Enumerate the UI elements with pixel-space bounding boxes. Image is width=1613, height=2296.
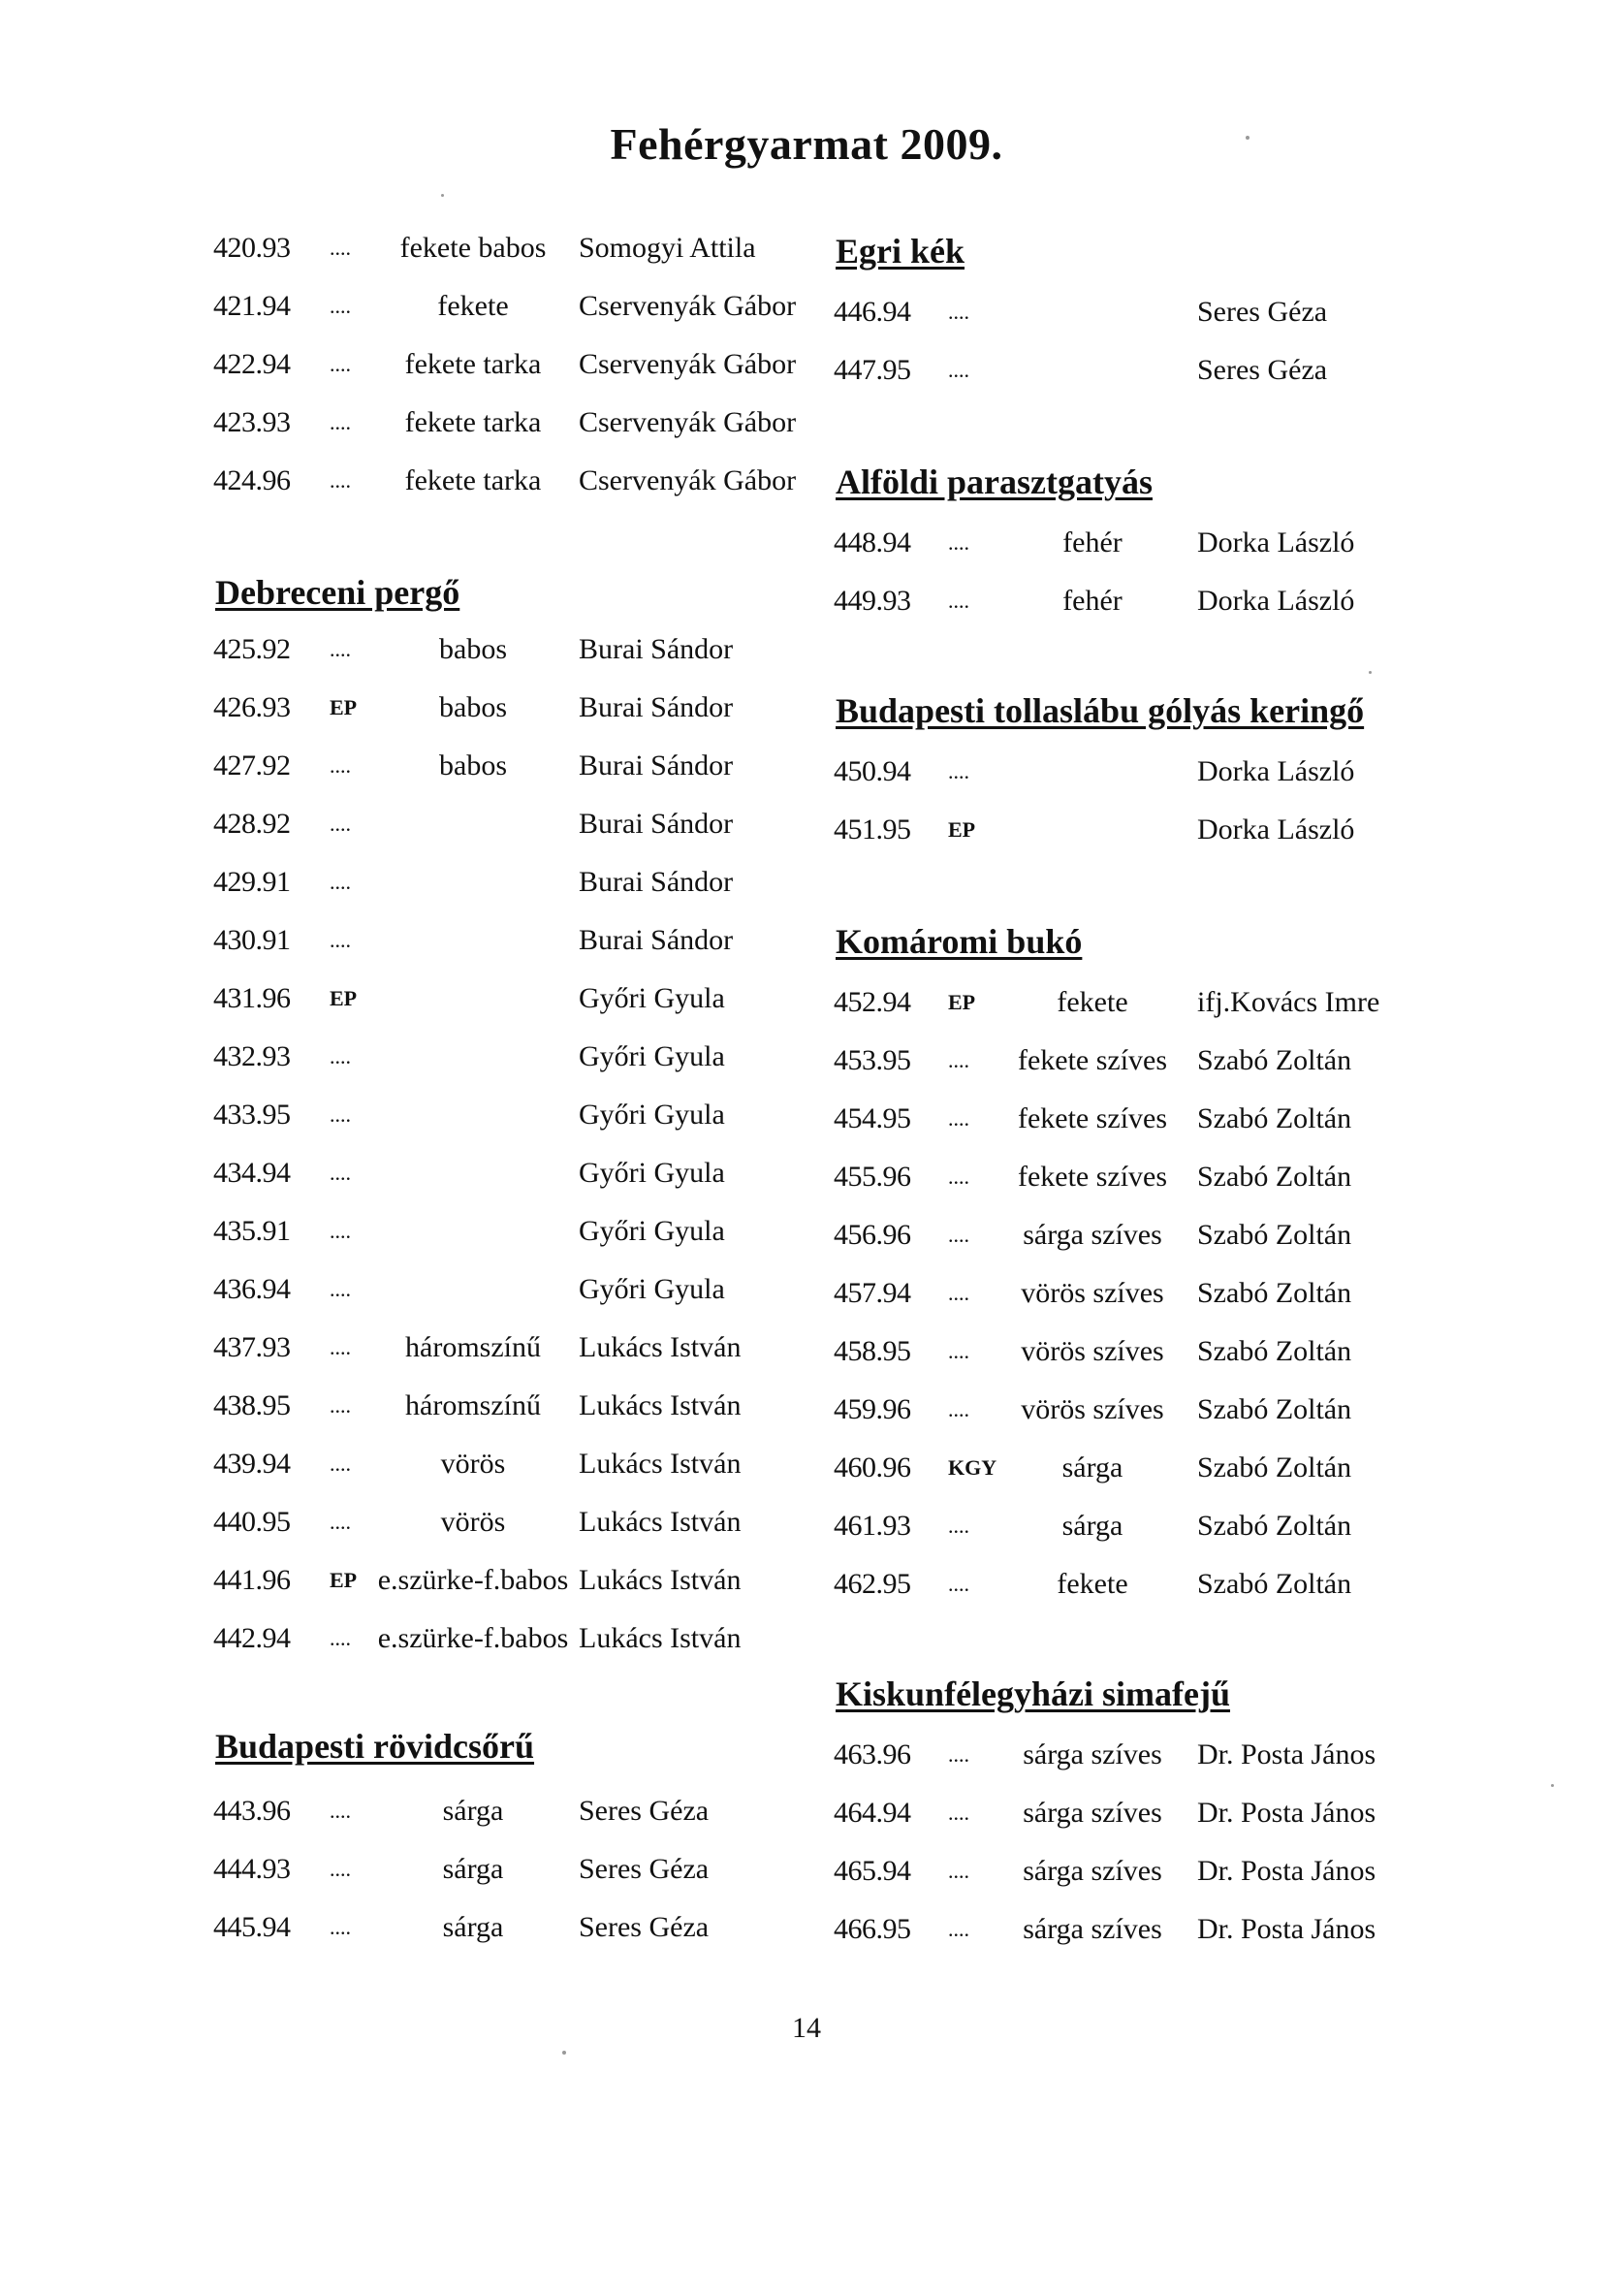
entry-owner: Lukács István <box>579 1564 742 1596</box>
entry-owner: Dorka László <box>1197 813 1355 845</box>
entry-mark: .... <box>948 1859 969 1883</box>
entry-mark: EP <box>948 817 976 842</box>
entry-row <box>0 630 1613 669</box>
page-title: Fehérgyarmat 2009. <box>610 119 1003 169</box>
scan-speck <box>441 194 444 197</box>
entry-owner: Burai Sándor <box>579 866 734 898</box>
entry-owner: Dr. Posta János <box>1197 1913 1376 1945</box>
entry-number: 458.95 <box>834 1335 911 1367</box>
entry-number: 421.94 <box>213 290 291 322</box>
entry-description: sárga szíves <box>1023 1738 1162 1770</box>
entry-mark: .... <box>948 300 969 324</box>
entry-mark: .... <box>330 870 351 894</box>
entry-owner: Szabó Zoltán <box>1197 1277 1352 1309</box>
entry-mark: .... <box>948 358 969 382</box>
entry-owner: Szabó Zoltán <box>1197 1161 1352 1193</box>
entry-owner: ifj.Kovács Imre <box>1197 986 1380 1018</box>
entry-mark: .... <box>948 1048 969 1072</box>
entry-row <box>0 863 1613 902</box>
entry-description: sárga <box>1061 1451 1123 1483</box>
entry-row <box>0 1910 1613 1949</box>
entry-row <box>0 1100 1613 1138</box>
entry-mark: .... <box>948 1917 969 1941</box>
entry-mark: .... <box>330 410 351 434</box>
entry-owner: Dr. Posta János <box>1197 1797 1376 1829</box>
entry-mark: .... <box>948 1339 969 1363</box>
entry-number: 464.94 <box>834 1797 911 1829</box>
entry-number: 434.94 <box>213 1157 291 1189</box>
entry-owner: Győri Gyula <box>579 1040 725 1072</box>
entry-owner: Győri Gyula <box>579 982 725 1014</box>
entry-description: fekete szíves <box>1017 1102 1168 1134</box>
section-heading: Budapesti rövidcsőrű <box>215 1727 535 1766</box>
entry-owner: Győri Gyula <box>579 1215 725 1247</box>
entry-number: 451.95 <box>834 813 911 845</box>
entry-description: sárga <box>442 1795 504 1827</box>
scan-speck <box>1246 136 1249 140</box>
entry-number: 465.94 <box>834 1855 911 1887</box>
entry-mark: EP <box>330 695 358 719</box>
entry-row <box>0 1794 1613 1833</box>
entry-description: sárga <box>442 1911 504 1943</box>
entry-owner: Cservenyák Gábor <box>579 348 797 380</box>
entry-number: 446.94 <box>834 296 911 328</box>
entry-mark: .... <box>330 352 351 376</box>
entry-mark: .... <box>330 1799 351 1823</box>
entry-owner: Szabó Zoltán <box>1197 1568 1352 1600</box>
entry-description: fekete <box>1057 1568 1128 1600</box>
entry-owner: Dorka László <box>1197 755 1355 787</box>
entry-mark: .... <box>330 928 351 952</box>
entry-row <box>0 1274 1613 1313</box>
entry-mark: EP <box>330 986 358 1010</box>
entry-mark: .... <box>330 1219 351 1243</box>
entry-description: vörös szíves <box>1021 1277 1164 1309</box>
section-heading: Budapesti tollaslábu gólyás keringő <box>836 691 1365 730</box>
entry-row <box>0 752 1613 791</box>
entry-row <box>0 524 1613 562</box>
entry-number: 452.94 <box>834 986 911 1018</box>
entry-row <box>0 921 1613 960</box>
entry-number: 449.93 <box>834 585 911 617</box>
entry-mark: .... <box>330 812 351 836</box>
entry-owner: Szabó Zoltán <box>1197 1219 1352 1251</box>
entry-owner: Lukács István <box>579 1389 742 1421</box>
entry-row <box>0 811 1613 849</box>
section-heading: Egri kék <box>836 232 965 271</box>
entry-description: vörös <box>440 1448 506 1480</box>
entry-description: e.szürke-f.babos <box>377 1622 569 1654</box>
entry-mark: .... <box>948 589 969 613</box>
entry-description: sárga szíves <box>1023 1797 1162 1829</box>
entry-owner: Szabó Zoltán <box>1197 1451 1352 1483</box>
entry-row <box>0 293 1613 332</box>
entry-owner: Szabó Zoltán <box>1197 1335 1352 1367</box>
entry-number: 425.92 <box>213 633 291 665</box>
entry-number: 461.93 <box>834 1510 911 1542</box>
entry-number: 466.95 <box>834 1913 911 1945</box>
entry-mark: .... <box>948 1801 969 1825</box>
entry-number: 455.96 <box>834 1161 911 1193</box>
entry-description: fekete tarka <box>404 406 542 438</box>
entry-mark: .... <box>948 1223 969 1247</box>
entry-description: fekete szíves <box>1017 1161 1168 1193</box>
entry-mark: .... <box>948 1281 969 1305</box>
entry-owner: Cservenyák Gábor <box>579 464 797 496</box>
section-heading: Komáromi bukó <box>836 922 1083 961</box>
entry-number: 454.95 <box>834 1102 911 1134</box>
entry-owner: Cservenyák Gábor <box>579 406 797 438</box>
entry-mark: .... <box>948 1514 969 1538</box>
entry-row <box>0 1216 1613 1255</box>
entry-mark: EP <box>948 990 976 1014</box>
entry-owner: Burai Sándor <box>579 691 734 723</box>
entry-mark: .... <box>330 637 351 661</box>
entry-mark: EP <box>330 1568 358 1592</box>
entry-description: babos <box>439 691 507 723</box>
entry-description: sárga szíves <box>1023 1855 1162 1887</box>
page-number: 14 <box>792 2012 821 2044</box>
entry-owner: Dorka László <box>1197 585 1355 617</box>
entry-number: 463.96 <box>834 1738 911 1770</box>
entry-row <box>0 688 1613 727</box>
entry-mark: .... <box>330 294 351 318</box>
entry-owner: Seres Géza <box>579 1911 710 1943</box>
entry-mark: .... <box>330 1510 351 1534</box>
entry-mark: .... <box>330 1915 351 1939</box>
entry-description: sárga szíves <box>1023 1219 1162 1251</box>
entry-description: babos <box>439 633 507 665</box>
entry-number: 432.93 <box>213 1040 291 1072</box>
entry-mark: .... <box>330 1857 351 1881</box>
entry-number: 428.92 <box>213 808 291 840</box>
entry-row <box>0 1449 1613 1487</box>
entry-mark: .... <box>330 1626 351 1650</box>
entry-owner: Cservenyák Gábor <box>579 290 797 322</box>
entry-number: 456.96 <box>834 1219 911 1251</box>
entry-mark: .... <box>330 753 351 778</box>
entry-description: háromszínű <box>405 1331 541 1363</box>
entry-number: 459.96 <box>834 1393 911 1425</box>
entry-row <box>0 229 1613 268</box>
section-heading: Debreceni pergő <box>215 573 460 612</box>
entry-description: háromszínű <box>405 1389 541 1421</box>
entry-owner: Seres Géza <box>1197 296 1328 328</box>
entry-description: vörös <box>440 1506 506 1538</box>
entry-owner: Szabó Zoltán <box>1197 1510 1352 1542</box>
entry-description: vörös szíves <box>1021 1393 1164 1425</box>
entry-owner: Burai Sándor <box>579 808 734 840</box>
entry-number: 450.94 <box>834 755 911 787</box>
entry-owner: Lukács István <box>579 1622 742 1654</box>
entry-row <box>0 983 1613 1022</box>
entry-mark: .... <box>948 1742 969 1767</box>
entry-number: 447.95 <box>834 354 911 386</box>
entry-number: 457.94 <box>834 1277 911 1309</box>
entry-mark: .... <box>330 1044 351 1068</box>
entry-number: 429.91 <box>213 866 291 898</box>
entry-owner: Lukács István <box>579 1331 742 1363</box>
entry-mark: .... <box>330 1102 351 1127</box>
entry-number: 462.95 <box>834 1568 911 1600</box>
entry-description: fekete tarka <box>404 348 542 380</box>
scan-speck <box>562 2051 566 2055</box>
entry-number: 426.93 <box>213 691 291 723</box>
entry-description: e.szürke-f.babos <box>377 1564 569 1596</box>
entry-owner: Seres Géza <box>1197 354 1328 386</box>
entry-number: 439.94 <box>213 1448 291 1480</box>
entry-mark: .... <box>948 1106 969 1131</box>
entry-mark: .... <box>948 759 969 783</box>
entry-mark: .... <box>330 468 351 493</box>
entry-owner: Dorka László <box>1197 526 1355 558</box>
section-heading: Alföldi parasztgatyás <box>836 462 1153 501</box>
entry-description: babos <box>439 749 507 781</box>
entry-owner: Dr. Posta János <box>1197 1738 1376 1770</box>
entry-mark: .... <box>330 1393 351 1418</box>
entry-number: 435.91 <box>213 1215 291 1247</box>
entry-number: 448.94 <box>834 526 911 558</box>
entry-owner: Győri Gyula <box>579 1157 725 1189</box>
entry-mark: .... <box>330 1335 351 1359</box>
entry-description: vörös szíves <box>1021 1335 1164 1367</box>
entry-row <box>0 351 1613 390</box>
entry-description: fehér <box>1062 585 1123 617</box>
entry-owner: Burai Sándor <box>579 749 734 781</box>
entry-number: 437.93 <box>213 1331 291 1363</box>
entry-mark: KGY <box>948 1455 997 1480</box>
entry-number: 433.95 <box>213 1099 291 1131</box>
entry-row <box>0 1565 1613 1604</box>
entry-row <box>0 1507 1613 1546</box>
entry-number: 438.95 <box>213 1389 291 1421</box>
entry-row <box>0 1158 1613 1196</box>
entry-owner: Seres Géza <box>579 1853 710 1885</box>
entry-description: fekete <box>437 290 509 322</box>
entry-mark: .... <box>330 236 351 260</box>
entry-description: sárga <box>1061 1510 1123 1542</box>
entry-number: 440.95 <box>213 1506 291 1538</box>
entry-owner: Lukács István <box>579 1506 742 1538</box>
entry-description: fekete szíves <box>1017 1044 1168 1076</box>
entry-number: 420.93 <box>213 232 291 264</box>
entry-mark: .... <box>948 530 969 555</box>
entry-number: 436.94 <box>213 1273 291 1305</box>
entry-number: 443.96 <box>213 1795 291 1827</box>
entry-row <box>0 582 1613 621</box>
entry-owner: Seres Géza <box>579 1795 710 1827</box>
entry-mark: .... <box>948 1397 969 1421</box>
entry-mark: .... <box>330 1451 351 1476</box>
entry-owner: Somogyi Attila <box>579 232 756 264</box>
entry-row <box>0 403 1613 442</box>
entry-row <box>0 1390 1613 1429</box>
entry-description: fekete tarka <box>404 464 542 496</box>
entry-description: sárga szíves <box>1023 1913 1162 1945</box>
entry-owner: Burai Sándor <box>579 633 734 665</box>
entry-row <box>0 1736 1613 1774</box>
section-heading: Kiskunfélegyházi simafejű <box>836 1674 1231 1713</box>
entry-number: 431.96 <box>213 982 291 1014</box>
entry-owner: Győri Gyula <box>579 1273 725 1305</box>
entry-owner: Burai Sándor <box>579 924 734 956</box>
entry-number: 430.91 <box>213 924 291 956</box>
scan-speck <box>1551 1784 1554 1787</box>
entry-number: 422.94 <box>213 348 291 380</box>
entry-owner: Szabó Zoltán <box>1197 1102 1352 1134</box>
entry-owner: Dr. Posta János <box>1197 1855 1376 1887</box>
entry-row <box>0 1852 1613 1891</box>
entry-row <box>0 1332 1613 1371</box>
entry-number: 427.92 <box>213 749 291 781</box>
entry-number: 445.94 <box>213 1911 291 1943</box>
entry-number: 444.93 <box>213 1853 291 1885</box>
entry-row <box>0 462 1613 500</box>
entry-description: fekete <box>1057 986 1128 1018</box>
entry-mark: .... <box>330 1161 351 1185</box>
entry-owner: Győri Gyula <box>579 1099 725 1131</box>
entry-description: sárga <box>442 1853 504 1885</box>
entry-row <box>0 1041 1613 1080</box>
entry-number: 441.96 <box>213 1564 291 1596</box>
entry-row <box>0 1619 1613 1658</box>
entry-description: fehér <box>1062 526 1123 558</box>
entry-owner: Lukács István <box>579 1448 742 1480</box>
entry-owner: Szabó Zoltán <box>1197 1044 1352 1076</box>
entry-number: 460.96 <box>834 1451 911 1483</box>
entry-number: 424.96 <box>213 464 291 496</box>
entry-owner: Szabó Zoltán <box>1197 1393 1352 1425</box>
entry-description: fekete babos <box>399 232 547 264</box>
entry-number: 442.94 <box>213 1622 291 1654</box>
entry-mark: .... <box>330 1277 351 1301</box>
entry-number: 423.93 <box>213 406 291 438</box>
entry-mark: .... <box>948 1164 969 1189</box>
entry-number: 453.95 <box>834 1044 911 1076</box>
entry-mark: .... <box>948 1572 969 1596</box>
scan-speck <box>1369 671 1372 674</box>
